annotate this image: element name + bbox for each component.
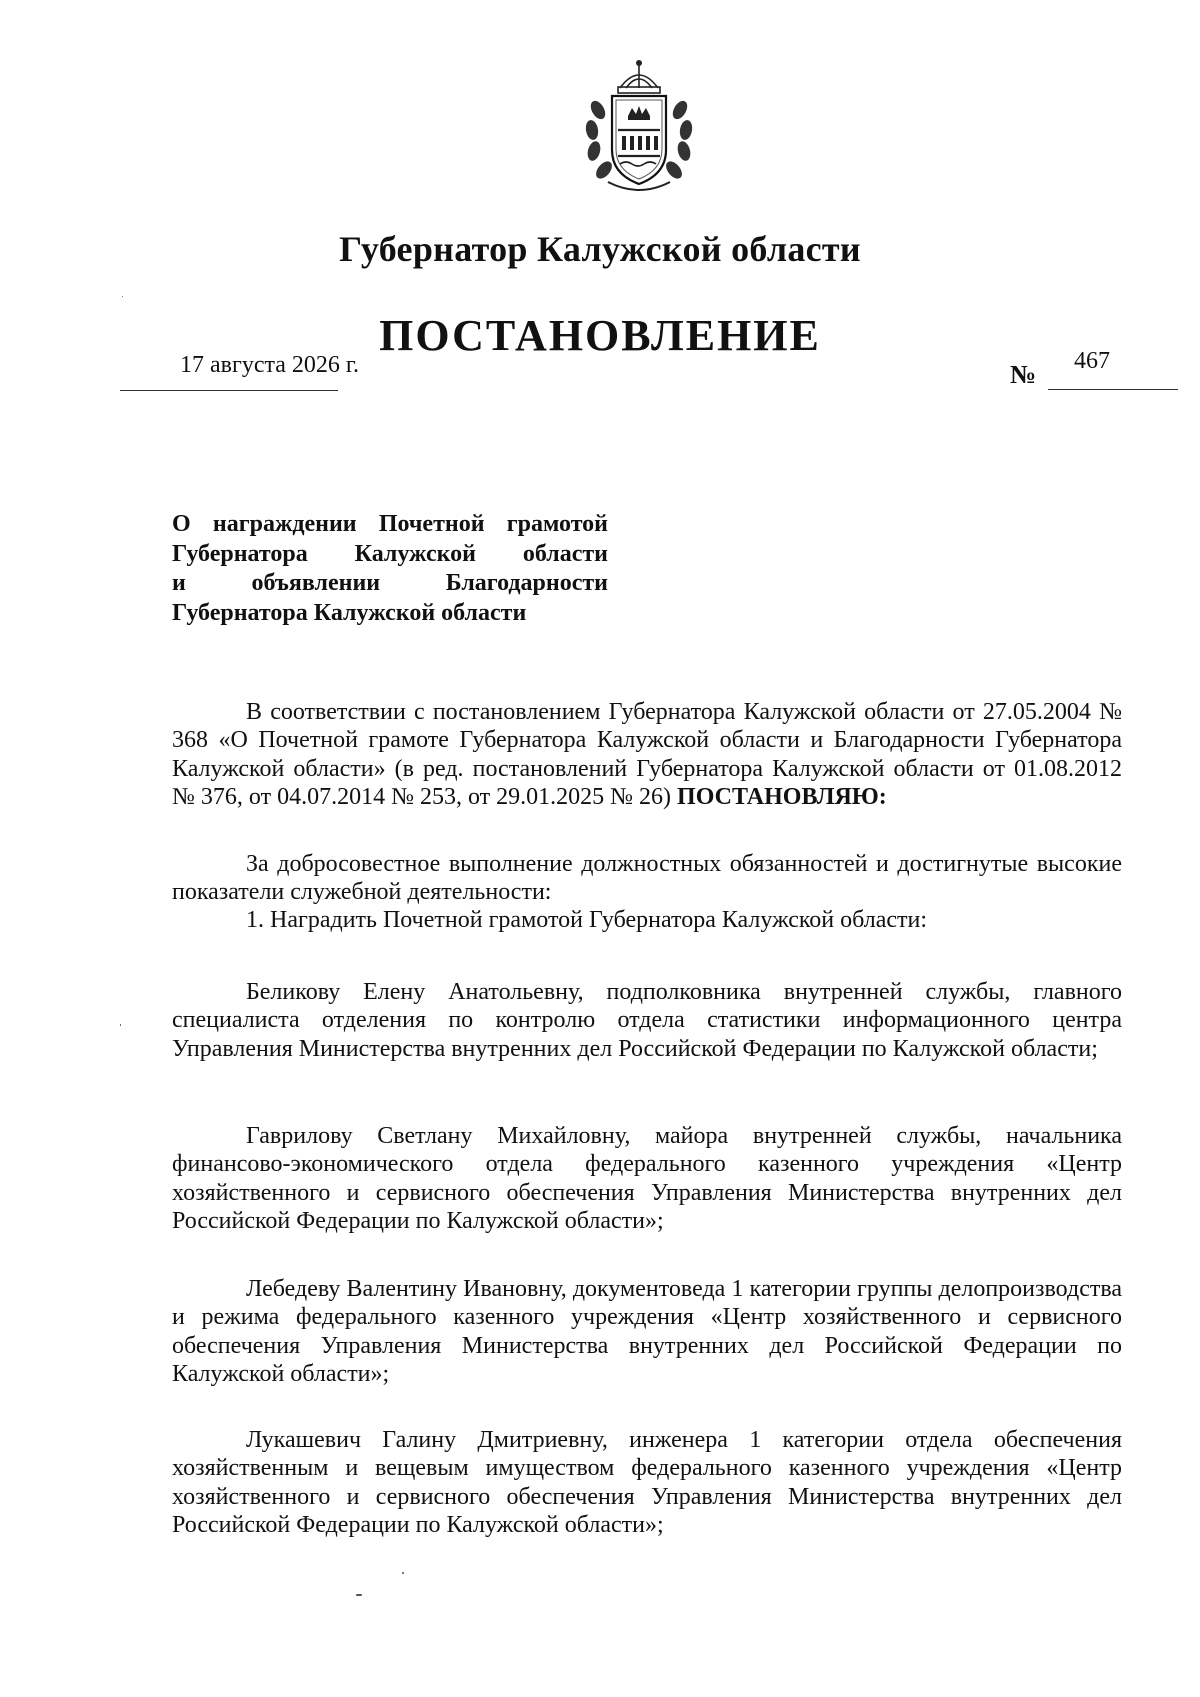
number-underline (1048, 389, 1178, 390)
reason-text: За добросовестное выполнение должностных обязанностей и достигнутые высокие показатели служебной деятельности: (172, 851, 1122, 906)
item-1-paragraph (172, 906, 1122, 934)
document-subject (172, 510, 608, 628)
date-underline (120, 390, 338, 391)
awardee-paragraph (172, 978, 1122, 1063)
subject-line: О награждении Почетной грамотой (172, 511, 608, 537)
awardee-text: Беликову Елену Анатольевну, подполковника внутренней службы, главного специалиста отделения по контролю отдела статистики информационного центра Управления Министерства внутренних дел Российской Федерации по Калужской области; (172, 979, 1122, 1062)
awardee-text: Лебедеву Валентину Ивановну, документоведа 1 категории группы делопроизводства и режима федерального казенного учреждения «Центр хозяйственного и сервисного обеспечения Управления Министерства внутренних дел Российской Федерации по Калужской области»; (172, 1276, 1122, 1388)
awardee-text: Гаврилову Светлану Михайловну, майора внутренней службы, начальника финансово-экономического отдела федерального казенного учреждения «Центр хозяйственного и сервисного обеспечения Управления Министерства внутренних дел Российской Федерации по Калужской области»; (172, 1123, 1122, 1235)
scan-speck (402, 1572, 404, 1574)
subject-line: и объявлении Благодарности (172, 570, 608, 596)
number-sign: № (1010, 360, 1037, 389)
document-number-field (1010, 348, 1180, 400)
document-number: 467 (1074, 348, 1110, 374)
item-1-text: 1. Наградить Почетной грамотой Губернатора Калужской области: (246, 907, 928, 933)
scan-speck (356, 1594, 362, 1596)
preamble-paragraph (172, 698, 1122, 812)
awardee-paragraph (172, 1426, 1122, 1540)
resolve-keyword: ПОСТАНОВЛЯЮ: (677, 784, 887, 811)
document-type-title: ПОСТАНОВЛЕНИЕ (379, 311, 821, 360)
awardee-paragraph (172, 1275, 1122, 1389)
awardee-text: Лукашевич Галину Дмитриевну, инженера 1 категории отдела обеспечения хозяйственным и вещевым имуществом федерального казенного учреждения «Центр хозяйственного и сервисного обеспечения Управления Министерства внутренних дел Российской Федерации по Калужской области»; (172, 1427, 1122, 1539)
scan-speck (122, 296, 123, 297)
issuing-authority: Губернатор Калужской области (339, 229, 861, 269)
document-date: 17 августа 2026 г. (180, 352, 360, 378)
scan-speck (120, 1024, 121, 1026)
reason-paragraph (172, 850, 1122, 907)
coat-of-arms-emblem (578, 58, 700, 198)
subject-line: Губернатора Калужской области (172, 599, 527, 626)
awardee-paragraph (172, 1122, 1122, 1236)
subject-line: Губернатора Калужской области (172, 540, 608, 567)
preamble-text: В соответствии с постановлением Губернатора Калужской области от 27.05.2004 № 368 «О Почетной грамоте Губернатора Калужской области и Благодарности Губернатора Калужской области» (в ред. постановлений Губернатора Калужской области от 01.08.2012 № 376, от 04.07.2014 № 253, от 29.01.2025 № 26) (172, 699, 1122, 811)
